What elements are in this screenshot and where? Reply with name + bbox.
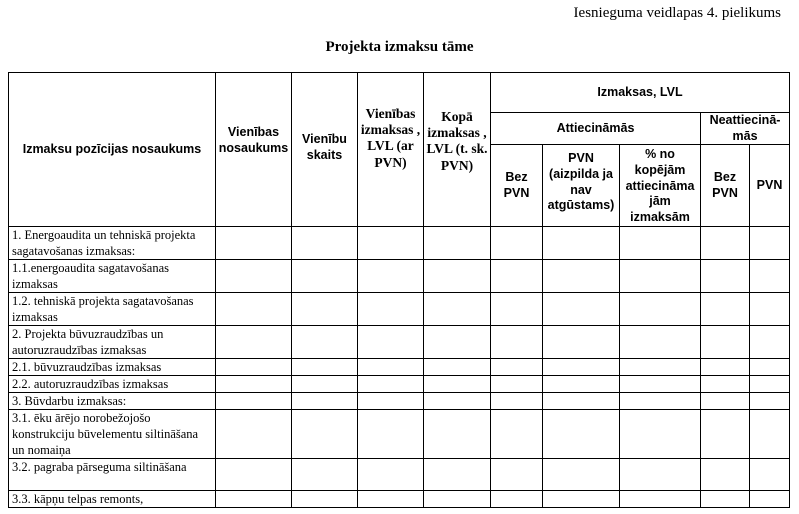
header-eligible-percent: % no kopējām attiecināma jām izmaksām bbox=[620, 145, 701, 227]
table-row bbox=[9, 459, 790, 491]
table-row bbox=[9, 293, 790, 326]
header-unit-name: Vienības nosaukums bbox=[216, 73, 292, 227]
header-ineligible-vat: PVN bbox=[750, 145, 790, 227]
row-label: 1.1.energoaudita sagatavošanas izmaksas bbox=[9, 260, 216, 293]
table-row bbox=[9, 227, 790, 260]
row-label: 2.2. autoruzraudzības izmaksas bbox=[9, 376, 216, 393]
row-label: 3.2. pagraba pārseguma siltināšana bbox=[9, 459, 216, 491]
row-label: 3.1. ēku ārējo norobežojošo konstrukciju būvelementu siltināšana un nomaiņa bbox=[9, 410, 216, 459]
row-label: 1. Energoaudita un tehniskā projekta sagatavošanas izmaksas: bbox=[9, 227, 216, 260]
table-row bbox=[9, 326, 790, 359]
row-label: 3.3. kāpņu telpas remonts, bbox=[9, 491, 216, 508]
row-label: 2. Projekta būvuzraudzības un autoruzraudzības izmaksas bbox=[9, 326, 216, 359]
header-ineligible: Neattiecinā-mās bbox=[701, 113, 790, 145]
header-eligible: Attiecināmās bbox=[491, 113, 701, 145]
table-row bbox=[9, 376, 790, 393]
cost-estimate-table bbox=[8, 72, 790, 508]
header-eligible-vat: PVN (aizpilda ja nav atgūstams) bbox=[543, 145, 620, 227]
table-row bbox=[9, 410, 790, 459]
header-ineligible-no-vat: Bez PVN bbox=[701, 145, 750, 227]
header-total-cost: Kopā izmaksas , LVL (t. sk. PVN) bbox=[424, 73, 491, 227]
header-eligible-no-vat: Bez PVN bbox=[491, 145, 543, 227]
header-unit-count: Vienību skaits bbox=[292, 73, 358, 227]
row-label: 3. Būvdarbu izmaksas: bbox=[9, 393, 216, 410]
row-label: 2.1. būvuzraudzības izmaksas bbox=[9, 359, 216, 376]
table-row bbox=[9, 491, 790, 508]
header-costs-group: Izmaksas, LVL bbox=[491, 73, 790, 113]
row-label: 1.2. tehniskā projekta sagatavošanas izmaksas bbox=[9, 293, 216, 326]
table-row bbox=[9, 359, 790, 376]
page-title: Projekta izmaksu tāme bbox=[325, 39, 474, 55]
table-row bbox=[9, 393, 790, 410]
table-row bbox=[9, 260, 790, 293]
annex-label: Iesnieguma veidlapas 4. pielikums bbox=[573, 5, 781, 21]
header-unit-cost: Vienības izmaksas , LVL (ar PVN) bbox=[358, 73, 424, 227]
header-position-name: Izmaksu pozīcijas nosaukums bbox=[9, 73, 216, 227]
